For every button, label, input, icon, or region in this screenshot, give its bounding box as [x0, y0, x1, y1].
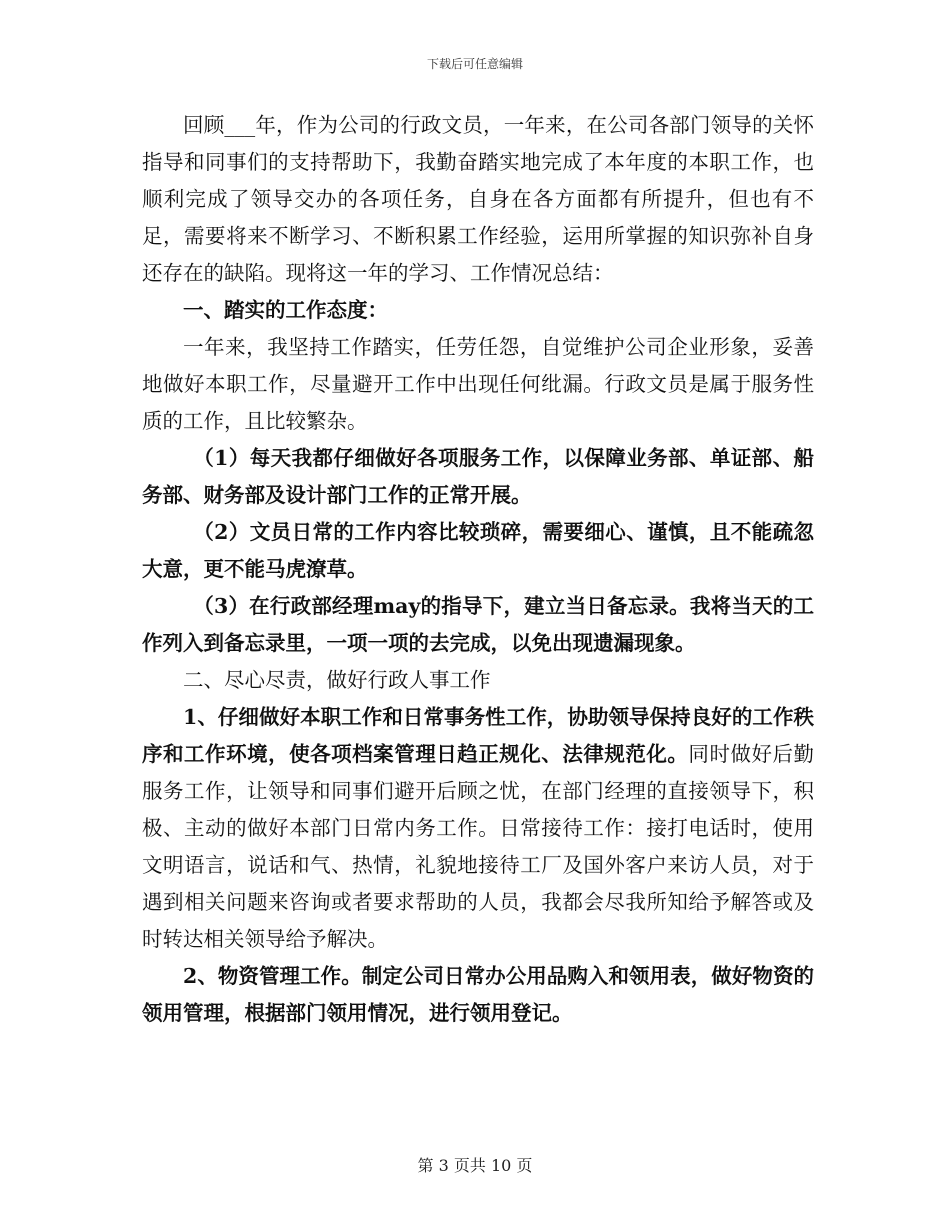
point-1-bold-text: 1、仔细做好本职工作和日常事务性工作，协助领导保持良好的工作秩序和工作环境，使各项档案管理日趋正规化、法律规范化。: [142, 705, 814, 766]
page-footer: 第 3 页共 10 页: [417, 1156, 533, 1175]
header-note: 下载后可任意编辑: [426, 57, 523, 71]
list-item-2: （2）文员日常的工作内容比较琐碎，需要细心、谨慎，且不能疏忽大意，更不能马虎潦草。: [142, 520, 814, 581]
point-1-paragraph: [142, 699, 814, 958]
point-1-rest-text: 同时做好后勤服务工作，让领导和同事们避开后顾之忧，在部门经理的直接领导下，积极、主动的做好本部门日常内务工作。日常接待工作：接打电话时，使用文明语言，说话和气、热情，礼貌地接待工厂及国外客户来访人员，对于遇到相关问题来咨询或者要求帮助的人员，我都会尽我所知给予解答或及时转达相关领导给予解决。: [142, 742, 815, 951]
intro-paragraph: 回顾___年，作为公司的行政文员，一年来，在公司各部门领导的关怀指导和同事们的支持帮助下，我勤奋踏实地完成了本年度的本职工作，也顺利完成了领导交办的各项任务，自身在各方面都有所提升，但也有不足，需要将来不断学习、不断积累工作经验，运用所掌握的知识弥补自身还存在的缺陷。现将这一年的学习、工作情况总结：: [142, 113, 814, 285]
list-item-1: （1）每天我都仔细做好各项服务工作，以保障业务部、单证部、船务部、财务部及设计部门工作的正常开展。: [142, 446, 814, 507]
section-2-heading: 二、尽心尽责，做好行政人事工作: [183, 668, 491, 692]
section-1-heading: 一、踏实的工作态度：: [183, 298, 388, 322]
list-item-3: （3）在行政部经理may的指导下，建立当日备忘录。我将当天的工作列入到备忘录里，一项一项的去完成，以免出现遗漏现象。: [142, 594, 814, 655]
section-1-paragraph: 一年来，我坚持工作踏实，任劳任怨，自觉维护公司企业形象，妥善地做好本职工作，尽量避开工作中出现任何纰漏。行政文员是属于服务性质的工作，且比较繁杂。: [142, 335, 814, 433]
point-2-paragraph: 2、物资管理工作。制定公司日常办公用品购入和领用表，做好物资的领用管理，根据部门领用情况，进行领用登记。: [142, 964, 814, 1025]
document-body: [142, 107, 814, 1032]
